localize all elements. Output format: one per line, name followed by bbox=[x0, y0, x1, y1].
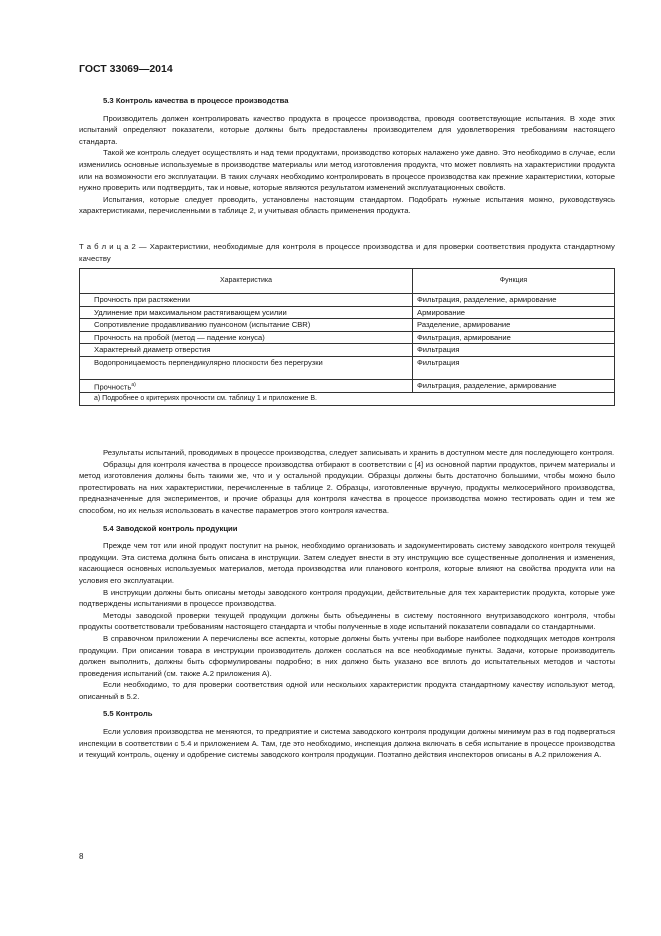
table-caption: Т а б л и ц а 2 — Характеристики, необходимые для контроля в процессе производства и для проверки соответствия продукта стандартному качеству bbox=[79, 242, 615, 263]
paragraph: Производитель должен контролировать качество продукта в процессе производства, проводя соответствующие испытания. В ходе этих испытаний определяют показатели, которые должны быть предоставлены производителем для удовлетворения требованиям настоящего стандарта. bbox=[79, 113, 615, 146]
document-header: ГОСТ 33069—2014 bbox=[79, 63, 173, 75]
table-row bbox=[80, 319, 615, 332]
paragraph: Методы заводской проверки текущей продукции должны быть объединены в систему постоянного внутризаводского контроля, чтобы продукты соответствовали требованиям настоящего стандарта и чтобы полученные в ходе испытаний показатели совпадали со стандартными. bbox=[79, 610, 615, 632]
characteristics-table bbox=[79, 268, 615, 406]
table-cell bbox=[80, 379, 413, 393]
table-cell: Фильтрация, армирование bbox=[413, 331, 615, 344]
section-title: 5.4 Заводской контроль продукции bbox=[103, 523, 238, 533]
paragraph: Прежде чем тот или иной продукт поступит на рынок, необходимо организовать и задокументировать систему заводского контроля текущей продукции. Эта система должна быть описана в инструкции. Затем следует внести в эту инструкцию все существенные дополнения и изменения, касающиеся основных используемых материалов, метода производства или планового контроля, которые влияют на свойства продукта или на условия его эксплуатации. bbox=[79, 541, 615, 585]
table-cell: Сопротивление продавливанию пуансоном (испытание CBR) bbox=[80, 319, 413, 332]
table-block bbox=[79, 241, 615, 406]
table-cell: Фильтрация, разделение, армирование bbox=[413, 379, 615, 393]
column-header: Характеристика bbox=[80, 269, 413, 294]
paragraph: Если условия производства не меняются, то предприятие и система заводского контроля продукции должны минимум раз в год подвергаться инспекции в соответствии с 5.4 и приложением А. Там, где это необходимо, инспекция должна включать в себя испытание в процессе производства и текущий контроль, оценку и одобрение системы заводского контроля продукции. Поэтапно действия инспекторов описаны в А.2 приложения А. bbox=[79, 727, 615, 760]
paragraph: В справочном приложении А перечислены все аспекты, которые должны быть учтены при выборе наиболее подходящих методов контроля продукции. При описании товара в инструкции производитель должен сослаться на все необходимые пункты. Задачи, которые производитель должен выполнить, должны быть сформулированы подробно; в них должно быть указано все вплоть до испытательных методов и частоты проведения испытаний (см. также А.2 приложения А). bbox=[79, 633, 615, 678]
table-cell: Водопроницаемость перпендикулярно плоскости без перегрузки bbox=[80, 356, 413, 379]
paragraph: Если необходимо, то для проверки соответствия одной или нескольких характеристик продукта стандартному качеству используют метод, описанный в 5.2. bbox=[79, 680, 615, 701]
paragraph: Испытания, которые следует проводить, установлены настоящим стандартом. Подобрать нужные испытания можно, руководствуясь характеристиками, перечисленными в таблице 2, и учитывая область применения продукта. bbox=[79, 194, 615, 216]
column-header: Функция bbox=[413, 269, 615, 294]
table-row bbox=[80, 294, 615, 307]
table-cell: Фильтрация bbox=[413, 344, 615, 357]
table-row bbox=[80, 356, 615, 379]
table-cell: Фильтрация, разделение, армирование bbox=[413, 294, 615, 307]
footnote-mark: а) bbox=[131, 381, 136, 388]
table-cell: Характерный диаметр отверстия bbox=[80, 344, 413, 357]
table-cell: Армирование bbox=[413, 306, 615, 319]
table-row bbox=[80, 331, 615, 344]
table-cell: Прочность на пробой (метод — падение конуса) bbox=[80, 331, 413, 344]
table-cell: Разделение, армирование bbox=[413, 319, 615, 332]
page-number: 8 bbox=[79, 852, 84, 861]
table-footnote: а) Подробнее о критериях прочности см. таблицу 1 и приложение В. bbox=[80, 393, 615, 406]
paragraph: Результаты испытаний, проводимых в процессе производства, следует записывать и хранить в доступном месте для последующего контроля. bbox=[103, 448, 615, 457]
section-title: 5.5 Контроль bbox=[103, 709, 153, 719]
table-cell: Удлинение при максимальном растягивающем усилии bbox=[80, 306, 413, 319]
table-row bbox=[80, 306, 615, 319]
paragraph: В инструкции должны быть описаны методы заводского контроля продукции, действительные для тех характеристик продукта, которые уже подтверждены испытаниями в процессе производства. bbox=[79, 587, 615, 609]
paragraph: Образцы для контроля качества в процессе производства отбирают в соответствии с [4] из основной партии продуктов, причем материалы и метод изготовления должны быть такими же, что и у остальной продукции. Образцы должны быть достаточно большими, чтобы можно было протестировать на них характеристики, перечисленные в таблице 2. Образцы, изготовленные вручную, продукты мелкосерийного производства, предназначенные для экспериментов, и прочие образцы для контроля качества в процессе производства можно тестировать один и тем же способом, но их нельзя использовать в качестве параметров этого контроля качества. bbox=[79, 459, 615, 515]
after-table-text bbox=[79, 447, 615, 761]
cell-text: Прочность bbox=[94, 382, 132, 392]
section-title: 5.3 Контроль качества в процессе производства bbox=[103, 96, 289, 105]
table-footnote-row bbox=[80, 393, 615, 406]
table-cell: Прочность при растяжении bbox=[80, 294, 413, 307]
table-row bbox=[80, 379, 615, 393]
table-row bbox=[80, 344, 615, 357]
table-cell: Фильтрация bbox=[413, 356, 615, 379]
table-header-row bbox=[80, 269, 615, 294]
paragraph: Такой же контроль следует осуществлять и над теми продуктами, производство которых налажено уже давно. Это необходимо в случае, если изменились основные используемые в производстве материалы или метод изготовления продукта, что может повлиять на характеристики продукта или на возможности его эксплуатации. В таких случаях необходимо контролировать в процессе производства как прежние характеристики, которые нужно проверить или подтвердить, так и новые, которые являются результатом изменений эксплуатационных свойств. bbox=[79, 148, 615, 193]
section-5-3 bbox=[79, 95, 615, 217]
